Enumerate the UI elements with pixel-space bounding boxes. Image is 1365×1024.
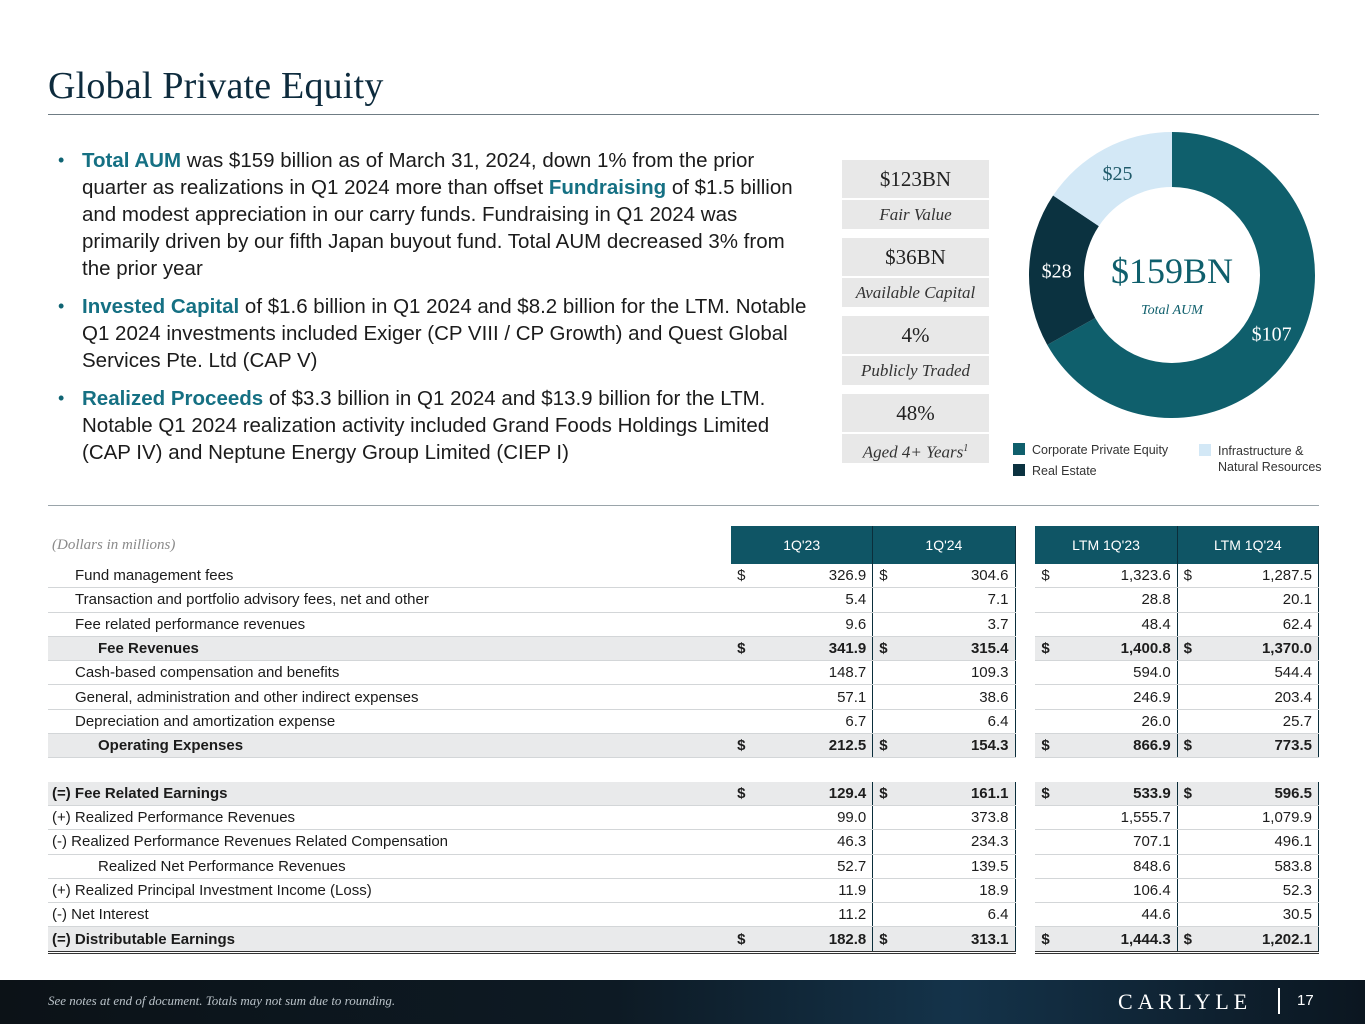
- table-header-row: [48, 526, 1319, 564]
- currency-symbol: [1177, 661, 1195, 685]
- highlight-fundraising: Fundraising: [548, 176, 667, 199]
- currency-symbol: [1177, 685, 1195, 709]
- legend-label: Corporate Private Equity: [1032, 443, 1169, 457]
- table-cell-value: 326.9: [749, 564, 873, 588]
- currency-symbol: $: [731, 564, 749, 588]
- table-row: [48, 903, 1319, 927]
- row-label: Operating Expenses: [48, 734, 731, 758]
- table-row: [48, 782, 1319, 806]
- currency-symbol: [731, 661, 749, 685]
- currency-symbol: [873, 661, 891, 685]
- bullet-text: of $1.5 billion and modest appreciation in our carry funds. Fundraising in Q1 2024 was primarily driven by our fifth Japan buyout fund. Total AUM decreased 3% from the prior year: [82, 176, 793, 280]
- table-row: [48, 878, 1319, 902]
- bullet-text: of $1.6 billion in Q1 2024 and $8.2 billion for the LTM. Notable Q1 2024 investments included Exiger (CP VIII / CP Growth) and Quest Global Services Pte. Ltd (CAP V): [82, 295, 807, 372]
- currency-symbol: [1177, 854, 1195, 878]
- stat-label: Fair Value: [879, 205, 952, 224]
- legend-label-line2: Natural Resources: [1218, 460, 1322, 474]
- bullet-text: of $3.3 billion in Q1 2024 and $13.9 billion for the LTM. Notable Q1 2024 realization activity included Grand Foods Holdings Limited (CAP IV) and Neptune Energy Group Limited (CIEP I): [82, 387, 770, 464]
- currency-symbol: [731, 612, 749, 636]
- legend-item-infrastructure: [1199, 443, 1322, 475]
- currency-symbol: [731, 903, 749, 927]
- footer-note: See notes at end of document. Totals may not sum due to rounding.: [48, 993, 396, 1008]
- bullet-total-aum: [58, 147, 818, 282]
- column-gap: [1015, 927, 1035, 952]
- table-cell-value: 246.9: [1053, 685, 1177, 709]
- summary-bullets: [58, 147, 818, 477]
- table-cell-value: 38.6: [891, 685, 1015, 709]
- table-cell-value: 212.5: [749, 734, 873, 758]
- footer-bar: [0, 980, 1365, 1024]
- column-gap: [1015, 661, 1035, 685]
- table-cell-value: 28.8: [1053, 588, 1177, 612]
- table-cell-value: 30.5: [1196, 903, 1319, 927]
- currency-symbol: $: [1177, 636, 1195, 660]
- legend-label: Infrastructure &: [1218, 444, 1304, 458]
- donut-slice-label: $107: [1251, 323, 1292, 346]
- column-gap: [1015, 709, 1035, 733]
- currency-symbol: $: [1035, 927, 1053, 952]
- spacer-cell: [873, 758, 891, 782]
- column-gap: [1015, 878, 1035, 902]
- currency-symbol: [1035, 661, 1053, 685]
- table-row: [48, 854, 1319, 878]
- table-cell-value: 11.9: [749, 878, 873, 902]
- currency-symbol: [731, 588, 749, 612]
- bullet-realized-proceeds: [58, 385, 818, 466]
- legend-swatch: [1013, 464, 1025, 476]
- currency-symbol: [873, 709, 891, 733]
- table-cell-value: 11.2: [749, 903, 873, 927]
- table-cell-value: 773.5: [1196, 734, 1319, 758]
- currency-symbol: [1177, 830, 1195, 854]
- column-header: 1Q'23: [731, 526, 873, 564]
- row-label: (+) Realized Performance Revenues: [48, 805, 731, 829]
- currency-symbol: [873, 854, 891, 878]
- legend-item-corporate-private-equity: [1013, 443, 1168, 457]
- table-cell-value: 707.1: [1053, 830, 1177, 854]
- financial-table: [48, 526, 1319, 954]
- table-cell-value: 848.6: [1053, 854, 1177, 878]
- stat-aged: [842, 394, 989, 463]
- row-label: Transaction and portfolio advisory fees, net and other: [48, 588, 731, 612]
- stat-value: 48%: [842, 394, 989, 434]
- row-label: (-) Net Interest: [48, 903, 731, 927]
- currency-symbol: [1177, 709, 1195, 733]
- stat-label-text: Aged 4+ Years: [862, 442, 964, 462]
- currency-symbol: $: [873, 734, 891, 758]
- stat-value: $123BN: [842, 160, 989, 200]
- currency-symbol: [1177, 588, 1195, 612]
- currency-symbol: [1177, 612, 1195, 636]
- row-label: (-) Realized Performance Revenues Related Compensation: [48, 830, 731, 854]
- legend-label: Real Estate: [1032, 464, 1097, 478]
- page-title: Global Private Equity: [48, 65, 384, 107]
- title-divider: [48, 114, 1319, 115]
- stat-available-capital: [842, 238, 989, 307]
- table-cell-value: 182.8: [749, 927, 873, 952]
- table-cell-value: 52.7: [749, 854, 873, 878]
- column-gap: [1015, 588, 1035, 612]
- table-row: [48, 830, 1319, 854]
- currency-symbol: $: [1035, 636, 1053, 660]
- table-cell-value: 1,079.9: [1196, 805, 1319, 829]
- currency-symbol: [873, 878, 891, 902]
- row-label: Fund management fees: [48, 564, 731, 588]
- row-label: Fee related performance revenues: [48, 612, 731, 636]
- table-cell-value: 48.4: [1053, 612, 1177, 636]
- table-cell-value: 1,287.5: [1196, 564, 1319, 588]
- table-row: [48, 734, 1319, 758]
- column-gap: [1015, 685, 1035, 709]
- table-cell-value: 6.7: [749, 709, 873, 733]
- table-cell-value: 5.4: [749, 588, 873, 612]
- column-header: LTM 1Q'23: [1035, 526, 1177, 564]
- row-label: (=) Distributable Earnings: [48, 927, 731, 952]
- currency-symbol: [731, 830, 749, 854]
- table-row: [48, 636, 1319, 660]
- currency-symbol: $: [1177, 564, 1195, 588]
- column-gap: [1015, 854, 1035, 878]
- stat-label: Publicly Traded: [860, 361, 971, 380]
- row-label: Fee Revenues: [48, 636, 731, 660]
- table-cell-value: 26.0: [1053, 709, 1177, 733]
- currency-symbol: [873, 903, 891, 927]
- table-cell-value: 1,370.0: [1196, 636, 1319, 660]
- currency-symbol: [1035, 709, 1053, 733]
- table-cell-value: 6.4: [891, 709, 1015, 733]
- column-gap: [1015, 636, 1035, 660]
- table-cell-value: 373.8: [891, 805, 1015, 829]
- spacer-cell: [48, 758, 731, 782]
- bullet-invested-capital: [58, 293, 818, 374]
- currency-symbol: [1177, 903, 1195, 927]
- stat-publicly-traded: [842, 316, 989, 385]
- currency-symbol: $: [1035, 734, 1053, 758]
- table-cell-value: 9.6: [749, 612, 873, 636]
- currency-symbol: [1035, 612, 1053, 636]
- column-gap: [1015, 830, 1035, 854]
- table-row: [48, 661, 1319, 685]
- currency-symbol: $: [1177, 782, 1195, 806]
- column-gap: [1015, 612, 1035, 636]
- table-cell-value: 129.4: [749, 782, 873, 806]
- stat-value: 4%: [842, 316, 989, 356]
- table-cell-value: 1,400.8: [1053, 636, 1177, 660]
- table-cell-value: 1,444.3: [1053, 927, 1177, 952]
- donut-center-label: Total AUM: [1141, 303, 1203, 318]
- table-cell-value: 866.9: [1053, 734, 1177, 758]
- currency-symbol: $: [731, 636, 749, 660]
- currency-symbol: [731, 685, 749, 709]
- table-row: [48, 612, 1319, 636]
- highlight-total-aum: Total AUM: [82, 149, 182, 172]
- stat-label: Available Capital: [855, 283, 976, 302]
- currency-symbol: [1035, 685, 1053, 709]
- highlight-realized-proceeds: Realized Proceeds: [82, 387, 264, 410]
- section-divider: [48, 505, 1319, 506]
- row-label: Depreciation and amortization expense: [48, 709, 731, 733]
- units-label: (Dollars in millions): [52, 536, 176, 553]
- spacer-cell: [1035, 758, 1053, 782]
- currency-symbol: $: [873, 927, 891, 952]
- table-row: [48, 685, 1319, 709]
- column-header: 1Q'24: [873, 526, 1015, 564]
- table-cell-value: 533.9: [1053, 782, 1177, 806]
- currency-symbol: [873, 685, 891, 709]
- table-cell-value: 1,202.1: [1196, 927, 1319, 952]
- column-gap: [1015, 564, 1035, 588]
- table-body: [48, 564, 1319, 952]
- currency-symbol: $: [1035, 564, 1053, 588]
- currency-symbol: [873, 612, 891, 636]
- currency-symbol: [731, 805, 749, 829]
- currency-symbol: [1035, 854, 1053, 878]
- bullet-text: was $159 billion as of March 31, 2024, down 1% from the prior quarter as realizations in Q1 2024 more than offset: [82, 149, 755, 199]
- currency-symbol: [1035, 588, 1053, 612]
- currency-symbol: [1177, 878, 1195, 902]
- column-gap: [1015, 782, 1035, 806]
- brand-logo: CARLYLE: [1118, 989, 1253, 1014]
- highlight-invested-capital: Invested Capital: [82, 295, 240, 318]
- footer-divider: [1278, 988, 1280, 1014]
- currency-symbol: [873, 805, 891, 829]
- table-cell-value: 109.3: [891, 661, 1015, 685]
- table-cell-value: 341.9: [749, 636, 873, 660]
- table-cell-value: 7.1: [891, 588, 1015, 612]
- stat-fair-value: [842, 160, 989, 229]
- column-gap: [1015, 734, 1035, 758]
- legend-item-real-estate: [1013, 464, 1097, 478]
- table-cell-value: 6.4: [891, 903, 1015, 927]
- table-cell-value: 304.6: [891, 564, 1015, 588]
- table-cell-value: 44.6: [1053, 903, 1177, 927]
- currency-symbol: [1035, 830, 1053, 854]
- spacer-cell: [1053, 758, 1177, 782]
- table-cell-value: 154.3: [891, 734, 1015, 758]
- legend-swatch: [1013, 443, 1025, 455]
- table-cell-value: 57.1: [749, 685, 873, 709]
- spacer-cell: [749, 758, 873, 782]
- table-cell-value: 106.4: [1053, 878, 1177, 902]
- table-cell-value: 20.1: [1196, 588, 1319, 612]
- donut-slice-label: $25: [1102, 163, 1133, 186]
- currency-symbol: $: [731, 782, 749, 806]
- table-cell-value: 161.1: [891, 782, 1015, 806]
- table-cell-value: 3.7: [891, 612, 1015, 636]
- table-cell-value: 203.4: [1196, 685, 1319, 709]
- stat-value: $36BN: [842, 238, 989, 278]
- currency-symbol: [1035, 878, 1053, 902]
- table-cell-value: 62.4: [1196, 612, 1319, 636]
- donut-slice-label: $28: [1041, 260, 1072, 283]
- row-label: General, administration and other indirect expenses: [48, 685, 731, 709]
- footnote-marker: 1: [963, 443, 969, 454]
- table-cell-value: 496.1: [1196, 830, 1319, 854]
- currency-symbol: [731, 878, 749, 902]
- table-row: [48, 709, 1319, 733]
- table-spacer-row: [48, 758, 1319, 782]
- table-cell-value: 583.8: [1196, 854, 1319, 878]
- donut-center-value: $159BN: [1110, 251, 1234, 291]
- row-label: Realized Net Performance Revenues: [48, 854, 731, 878]
- column-gap: [1015, 903, 1035, 927]
- table-cell-value: 99.0: [749, 805, 873, 829]
- stat-label: [842, 434, 989, 463]
- currency-symbol: [731, 854, 749, 878]
- currency-symbol: [1035, 805, 1053, 829]
- row-label: (=) Fee Related Earnings: [48, 782, 731, 806]
- table-row: [48, 564, 1319, 588]
- currency-symbol: $: [731, 927, 749, 952]
- legend-swatch: [1199, 444, 1211, 456]
- column-gap: [1015, 526, 1035, 564]
- currency-symbol: $: [1035, 782, 1053, 806]
- currency-symbol: [873, 588, 891, 612]
- currency-symbol: $: [873, 636, 891, 660]
- spacer-cell: [731, 758, 749, 782]
- table-cell-value: 1,323.6: [1053, 564, 1177, 588]
- row-label: (+) Realized Principal Investment Income (Loss): [48, 878, 731, 902]
- currency-symbol: [1177, 805, 1195, 829]
- column-header: LTM 1Q'24: [1177, 526, 1318, 564]
- table-cell-value: 544.4: [1196, 661, 1319, 685]
- spacer-cell: [1177, 758, 1195, 782]
- table-cell-value: 139.5: [891, 854, 1015, 878]
- table-cell-value: 594.0: [1053, 661, 1177, 685]
- currency-symbol: $: [873, 782, 891, 806]
- table-cell-value: 234.3: [891, 830, 1015, 854]
- table-cell-value: 315.4: [891, 636, 1015, 660]
- currency-symbol: [873, 830, 891, 854]
- page-number: 17: [1297, 992, 1314, 1009]
- currency-symbol: $: [731, 734, 749, 758]
- table-cell-value: 313.1: [891, 927, 1015, 952]
- column-gap: [1015, 805, 1035, 829]
- table-cell-value: 25.7: [1196, 709, 1319, 733]
- spacer-cell: [891, 758, 1015, 782]
- table-cell-value: 52.3: [1196, 878, 1319, 902]
- spacer-cell: [1015, 758, 1035, 782]
- currency-symbol: [1035, 903, 1053, 927]
- table-cell-value: 596.5: [1196, 782, 1319, 806]
- currency-symbol: $: [1177, 734, 1195, 758]
- currency-symbol: $: [1177, 927, 1195, 952]
- currency-symbol: [731, 709, 749, 733]
- table-cell-value: 46.3: [749, 830, 873, 854]
- table-row: [48, 805, 1319, 829]
- table-cell-value: 18.9: [891, 878, 1015, 902]
- table-cell-value: 148.7: [749, 661, 873, 685]
- aum-donut-chart: [1012, 132, 1332, 432]
- table-row: [48, 927, 1319, 952]
- row-label: Cash-based compensation and benefits: [48, 661, 731, 685]
- table-row: [48, 588, 1319, 612]
- table-cell-value: 1,555.7: [1053, 805, 1177, 829]
- spacer-cell: [1196, 758, 1319, 782]
- currency-symbol: $: [873, 564, 891, 588]
